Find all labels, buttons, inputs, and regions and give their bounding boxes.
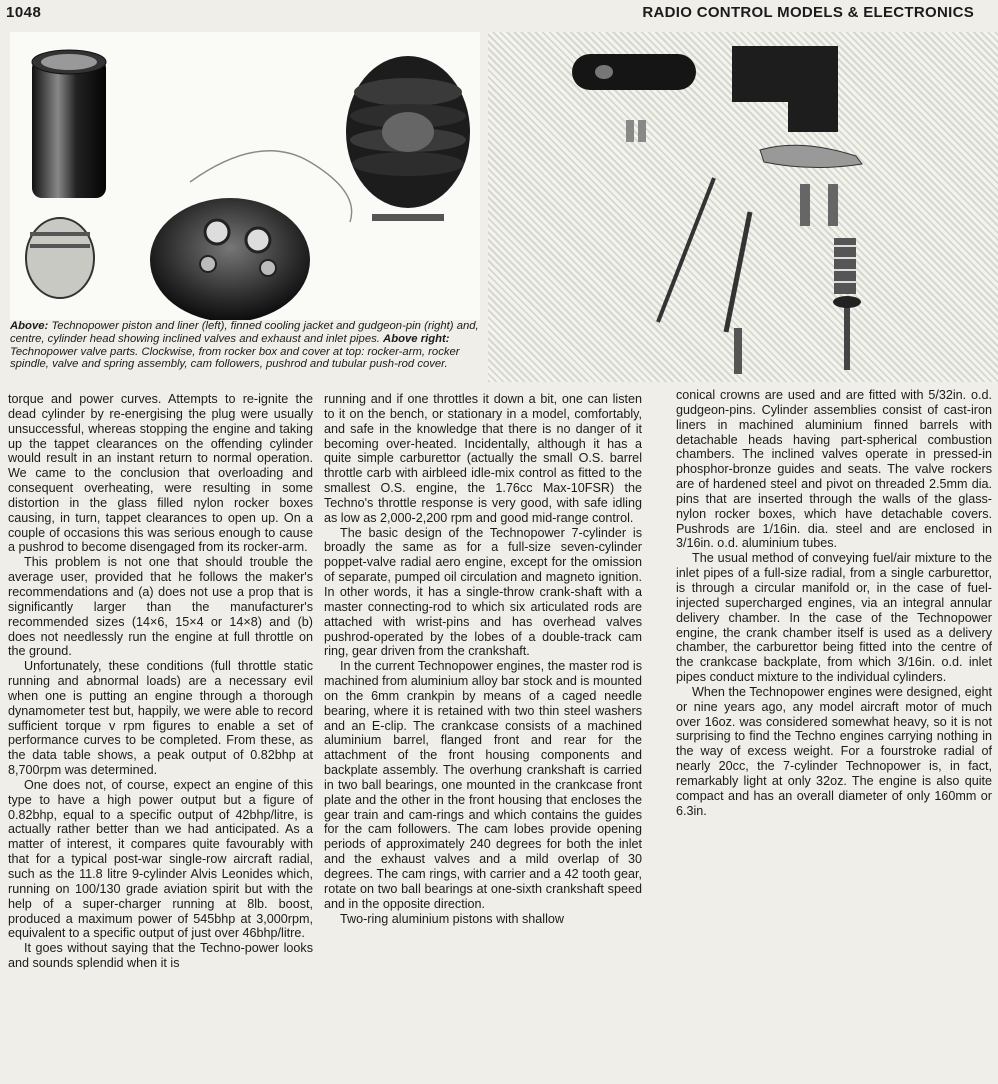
photo-caption	[10, 320, 480, 386]
paragraph: It goes without saying that the Techno-power looks and sounds splendid when it is	[8, 941, 313, 971]
caption-above-right-text: Technopower valve parts. Clockwise, from rocker box and cover at top: rocker-arm, rocker spindle, valve and spring assembly, cam followers, pushrod and tubular push-rod cover.	[10, 345, 460, 371]
paragraph: One does not, of course, expect an engine of this type to have a high power output but a figure of 0.82bhp, equal to a specific output of 42bhp/litre, is actually rather better than we had anticipated. As a matter of interest, it compares quite favourably with that for a typical post-war single-row aircraft radial, such as the 11.8 litre 9-cylinder Alvis Leonides which, running on 100/130 grade aviation spirit but with the help of a super-charger running at 8lb. boost, produced a maximum power of 545bhp at 3,000rpm, equivalent to a specific output of just over 46bhp/litre.	[8, 777, 313, 941]
paragraph: When the Technopower engines were designed, eight or nine years ago, any model aircraft motor of much over 16oz. was considered somewhat heavy, so it is not surprising to find the Techno engines carrying nothing in the way of excess weight. For a fourstroke radial of nearly 20cc, the 7-cylinder Technopower is, in fact, remarkably light at only 32oz. The engine is also quite compact and has an overall diameter of only 160mm or 6.3in.	[676, 684, 992, 818]
text-column-1	[8, 392, 313, 1084]
paragraph: The basic design of the Technopower 7-cylinder is broadly the same as for a full-size seven-cylinder poppet-valve radial aero engine, except for the omission of separate, pumped oil circulation and magneto ignition. In other words, it has a single-throw crank-shaft with a master connecting-rod to which six articulated rods are attached with wrist-pins and has overhead valves pushrod-operated by the lobes of a double-track cam ring, gear driven from the crankshaft.	[324, 525, 642, 659]
paragraph: running and if one throttles it down a bit, one can listen to it on the bench, or stationary in a model, comfortably, and safe in the knowledge that there is no danger of it becoming over-heated. Incidentally, although it has a quite simple carburettor (actually the small O.S. barrel throttle carb with airbleed idle-mix control as fitted to the smallest O.S. engine, the 1.76cc Max-10FSR) the Techno's throttle response is very good, with safe idling as low as 2,000-2,200 rpm and good mid-range control.	[324, 392, 642, 525]
paragraph: Two-ring aluminium pistons with shallow	[340, 911, 564, 926]
caption-above-text: Technopower piston and liner (left), finned cooling jacket and gudgeon-pin (right) and, centre, cylinder head showing inclined valves and exhaust and inlet pipes.	[10, 320, 479, 345]
page-number: 1048	[6, 4, 42, 21]
paragraph: torque and power curves. Attempts to re-ignite the dead cylinder by re-energising the plug were usually unsuccessful, whereas stopping the engine and taking up the tappet clearances on the offending cylinder would result in an instant return to normal operation. We came to the conclusion that overloading and consequent overheating, were resulting in some distortion in the glass filled nylon rocker boxes causing, in turn, tappet clearances to open up. On a couple of occasions this was serious enough to cause a pushrod to become disengaged from its rocker-arm.	[8, 392, 313, 555]
paragraph: Unfortunately, these conditions (full throttle static running and abnormal loads) are a necessary evil when one is putting an engine through a thorough dynamometer test but, happily, we were able to record sufficient torque v rpm figures to enable a set of performance curves to be completed. From these, as the data table shows, a peak output of 0.82bhp at 8,700rpm was determined.	[8, 659, 313, 778]
paragraph: conical crowns are used and are fitted with 5/32in. o.d. gudgeon-pins. Cylinder assemblies consist of cast-iron liners in machined aluminium finned barrels with detachable heads having part-spherical combustion chambers. The inclined valves operate in pressed-in phosphor-bronze guides and seats. The valve rockers are of hardened steel and pivot on threaded 2.5mm dia. pins that are inserted through the walls of the glass-nylon rocker boxes, which have detachable covers. Pushrods are 1/16in. dia. steel and are enclosed in 3/16in. o.d. aluminium tubes.	[676, 388, 992, 551]
caption-above-right-label: Above right:	[383, 332, 450, 345]
paragraph: The usual method of conveying fuel/air mixture to the inlet pipes of a full-size radial, from a single carburettor, is through a circular manifold or, in the case of fuel-injected supercharged engines, via an integral annular delivery chamber. In the case of the Technopower engine, the crank chamber itself is used as a delivery chamber, the carburettor being fitted into the centre of the crankcase backplate, from which 3/16in. o.d. inlet pipes conduct mixture to the individual cylinders.	[676, 551, 992, 685]
valve-parts-photo	[488, 32, 998, 382]
running-head: RADIO CONTROL MODELS & ELECTRONICS	[642, 4, 974, 21]
paragraph: In the current Technopower engines, the master rod is machined from aluminium alloy bar stock and is mounted on the 6mm crankpin by means of a caged needle bearing, where it is retained with two thin steel washers and an E-clip. The crankcase consists of a machined aluminium barrel, flanged front and rear for the attachment of the front housing components and backplate assembly. The overhung crankshaft is carried in two ball bearings, one mounted in the crankcase front plate and the other in the front housing that encloses the gear train and cam-rings and which contains the guides for the cam followers. The cam lobes provide opening periods of approximately 240 degrees for both the inlet and the exhaust valves and a mild overlap of 30 degrees. The cam rings, with carrier and a 42 tooth gear, rotate on two ball bearings at one-sixth crankshaft speed and in the opposite direction.	[324, 659, 642, 911]
text-column-3	[676, 388, 992, 1080]
page-header	[0, 0, 998, 28]
text-column-2	[324, 392, 642, 1084]
paragraph: This problem is not one that should trouble the average user, provided that he follows the maker's recommendations and (a) does not use a prop that is significantly larger than the manufacturer's recommended sizes (14×6, 15×4 or 14×8) and (b) does not needlessly run the engine at full throttle on the ground.	[8, 555, 313, 659]
engine-parts-photo	[10, 32, 480, 320]
caption-above-label: Above:	[10, 320, 49, 332]
